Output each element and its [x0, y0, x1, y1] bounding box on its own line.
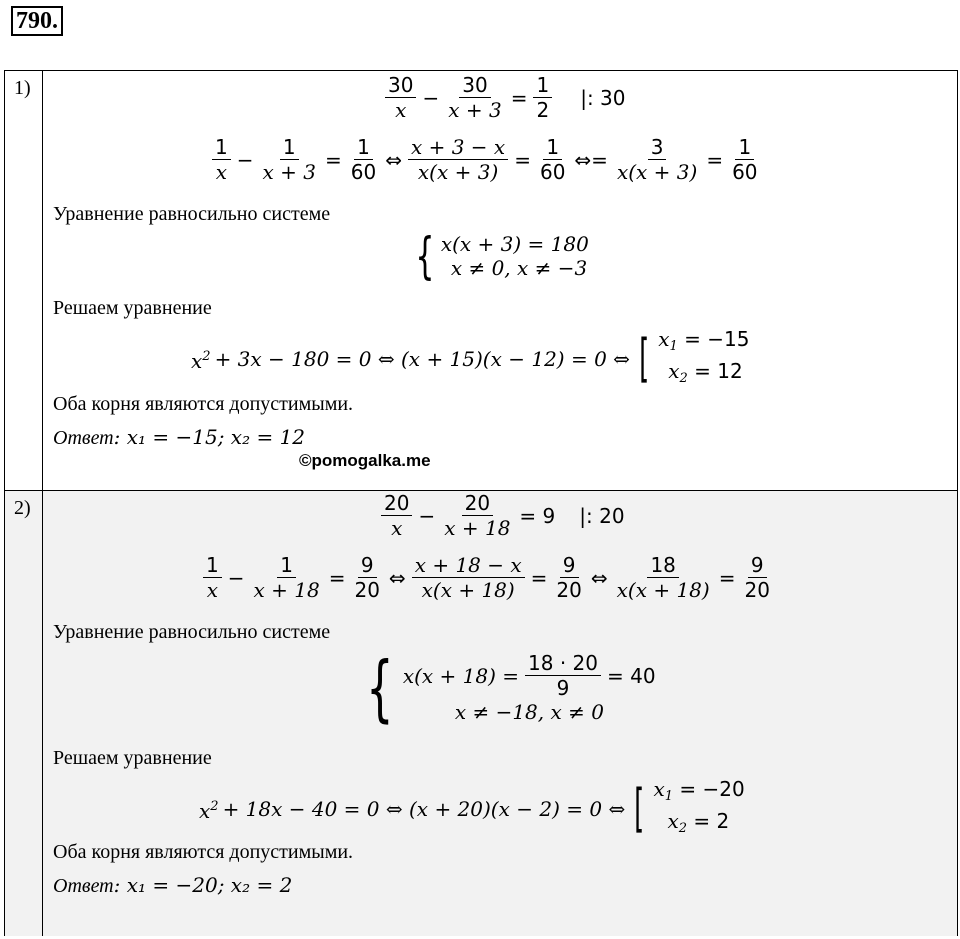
fraction: $\frac{3}{x(x + 3)}$ [616, 135, 698, 184]
divisor-note: |: 20 [579, 503, 625, 528]
answer-label: Ответ [53, 427, 114, 449]
equation-line-1: $\frac{30}{x}$ − $\frac{30}{x + 3}$ = $\frac{1}{2}$ |: 30 [383, 73, 626, 122]
brace: { [366, 645, 394, 730]
fraction: $\frac{x + 18 - x}{x(x + 18)}$ [412, 553, 525, 602]
fraction: $\frac{20}{x}$ [381, 491, 412, 540]
solution-row-2 [5, 491, 957, 936]
fraction: $\frac{x + 3 - x}{x(x + 3)}$ [408, 135, 508, 184]
quadratic-equation: $x^2$ + 18x − 40 = 0 ⇔ (x + 20)(x − 2) = 0 ⇔ [ $x_1 = -20$ $x_2 = 2$ [199, 777, 745, 839]
answer-label: Ответ [53, 875, 114, 897]
fraction: $\frac{1}{x}$ [203, 553, 222, 602]
solution-table [4, 70, 958, 936]
fraction: $\frac{1}{2}$ [533, 73, 552, 122]
fraction: $\frac{1}{60}$ [350, 135, 377, 184]
equation-system: { x(x + 3) = 180 x ≠ 0, x ≠ −3 [415, 227, 589, 285]
fraction: $\frac{20}{x + 18}$ [444, 491, 511, 540]
divisor-note: |: 30 [580, 85, 626, 110]
fraction: $\frac{1}{x + 3}$ [262, 135, 316, 184]
fraction: $\frac{1}{x + 18}$ [253, 553, 320, 602]
fraction: $\frac{9}{20}$ [354, 553, 380, 602]
roots-valid-text: Оба корня являются допустимыми. [53, 841, 354, 863]
fraction: $\frac{30}{x + 3}$ [448, 73, 502, 122]
bracket: [ [634, 779, 645, 839]
equation-line-2: $\frac{1}{x}$ − $\frac{1}{x + 18}$ = $\frac{9}{20}$ ⇔ $\frac{x + 18 - x}{x(x + 18)}$ = $\frac{9}{20}$ ⇔ $\frac{18}{x(x + 18)}$ = $\frac{9}{20}$ [201, 553, 775, 602]
fraction: $\frac{9}{20}$ [556, 553, 582, 602]
equation-system: { x(x + 18) = $\frac{18 \cdot 20}{9}$ = 40 x ≠ −18, x ≠ 0 [366, 645, 656, 730]
solution-row-1 [5, 71, 957, 491]
equation-line-2: $\frac{1}{x}$ − $\frac{1}{x + 3}$ = $\frac{1}{60}$ ⇔ $\frac{x + 3 - x}{x(x + 3)}$ = $\frac{1}{60}$ ⇔= $\frac{3}{x(x + 3)}$ = $\frac{1}{60}$ [210, 135, 763, 184]
row-label: 1) [14, 77, 31, 99]
fraction: $\frac{1}{x}$ [212, 135, 231, 184]
row-label-cell [5, 71, 43, 490]
fraction: $\frac{1}{60}$ [732, 135, 758, 184]
answer-line [53, 873, 292, 898]
system-intro-text: Уравнение равносильно системе [53, 203, 331, 225]
roots-valid-text: Оба корня являются допустимыми. [53, 393, 354, 415]
quadratic-equation: $x^2$ + 3x − 180 = 0 ⇔ (x + 15)(x − 12) = 0 ⇔ [ $x_1 = -15$ $x_2 = 12$ [191, 327, 750, 389]
system-intro-text: Уравнение равносильно системе [53, 621, 331, 643]
fraction: $\frac{1}{60}$ [539, 135, 566, 184]
row-label: 2) [14, 497, 31, 519]
brace: { [415, 227, 435, 285]
answer-line [53, 425, 305, 450]
equation-line-1: $\frac{20}{x}$ − $\frac{20}{x + 18}$ = 9 |: 20 [379, 491, 625, 540]
answer-value: : x₁ = −20; x₂ = 2 [113, 873, 293, 897]
row-label-cell [5, 491, 43, 936]
solve-intro-text: Решаем уравнение [53, 747, 212, 769]
watermark: ©pomogalka.me [299, 451, 431, 470]
answer-value: : x₁ = −15; x₂ = 12 [113, 425, 306, 449]
fraction: $\frac{30}{x}$ [385, 73, 416, 122]
fraction: $\frac{9}{20}$ [744, 553, 770, 602]
problem-number: 790. [11, 6, 63, 36]
fraction: $\frac{18}{x(x + 18)}$ [616, 553, 710, 602]
solve-intro-text: Решаем уравнение [53, 297, 212, 319]
fraction: $\frac{18 \cdot 20}{9}$ [525, 651, 601, 700]
bracket: [ [639, 329, 650, 389]
